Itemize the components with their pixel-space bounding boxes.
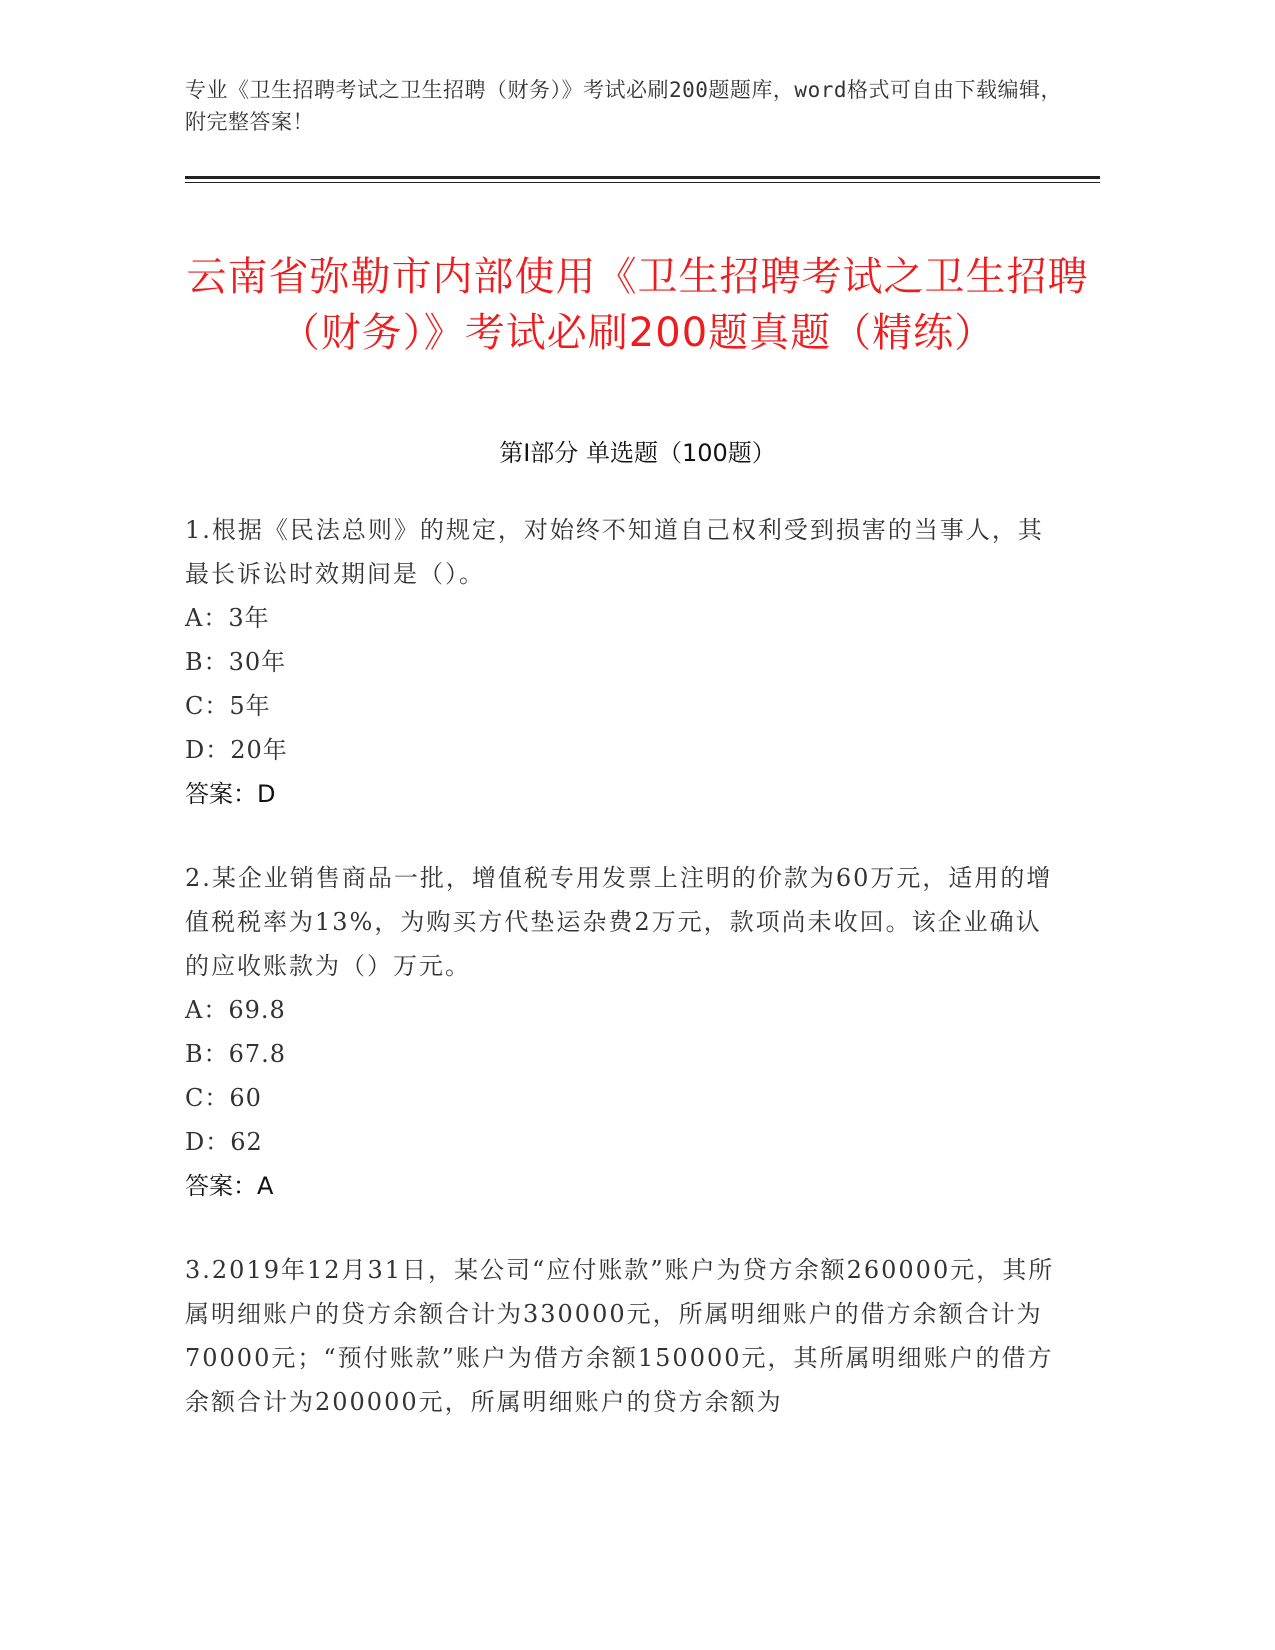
question-1 — [185, 508, 1065, 816]
question-text: 3.2019年12月31日，某公司“应付账款”账户为贷方余额260000元，其所属明细账户的贷方余额合计为330000元，所属明细账户的借方余额合计为70000元；“预付账款”账户为借方余额150000元，其所属明细账户的借方余额合计为200000元，所属明细账户的贷方余额为 — [185, 1256, 1055, 1416]
answer-line: 答案：A — [185, 1172, 274, 1200]
answer-line: 答案：D — [185, 780, 276, 808]
question-2 — [185, 856, 1065, 1208]
document-title: 云南省弥勒市内部使用《卫生招聘考试之卫生招聘（财务）》考试必刷200题真题（精练） — [186, 253, 1089, 356]
header-divider-thin — [185, 182, 1100, 183]
option-b: B：30年 — [185, 648, 287, 676]
option-d: D：20年 — [185, 736, 288, 764]
header-note: 专业《卫生招聘考试之卫生招聘（财务）》考试必刷200题题库，word格式可自由下载编辑，附完整答案！ — [185, 78, 1062, 134]
option-d: D：62 — [185, 1128, 263, 1156]
question-text: 2.某企业销售商品一批，增值税专用发票上注明的价款为60万元，适用的增值税税率为13%，为购买方代垫运杂费2万元，款项尚未收回。该企业确认的应收账款为（）万元。 — [185, 864, 1053, 980]
question-3 — [185, 1248, 1065, 1424]
option-b: B：67.8 — [185, 1040, 287, 1068]
header-divider-thick — [185, 176, 1100, 179]
option-c: C：5年 — [185, 692, 271, 720]
option-a: A：3年 — [185, 604, 270, 632]
option-a: A：69.8 — [185, 996, 286, 1024]
section-heading: 第Ⅰ部分 单选题（100题） — [499, 439, 776, 467]
option-c: C：60 — [185, 1084, 262, 1112]
question-text: 1.根据《民法总则》的规定，对始终不知道自己权利受到损害的当事人，其最长诉讼时效期间是（）。 — [185, 516, 1044, 588]
question-list — [185, 508, 1065, 1464]
